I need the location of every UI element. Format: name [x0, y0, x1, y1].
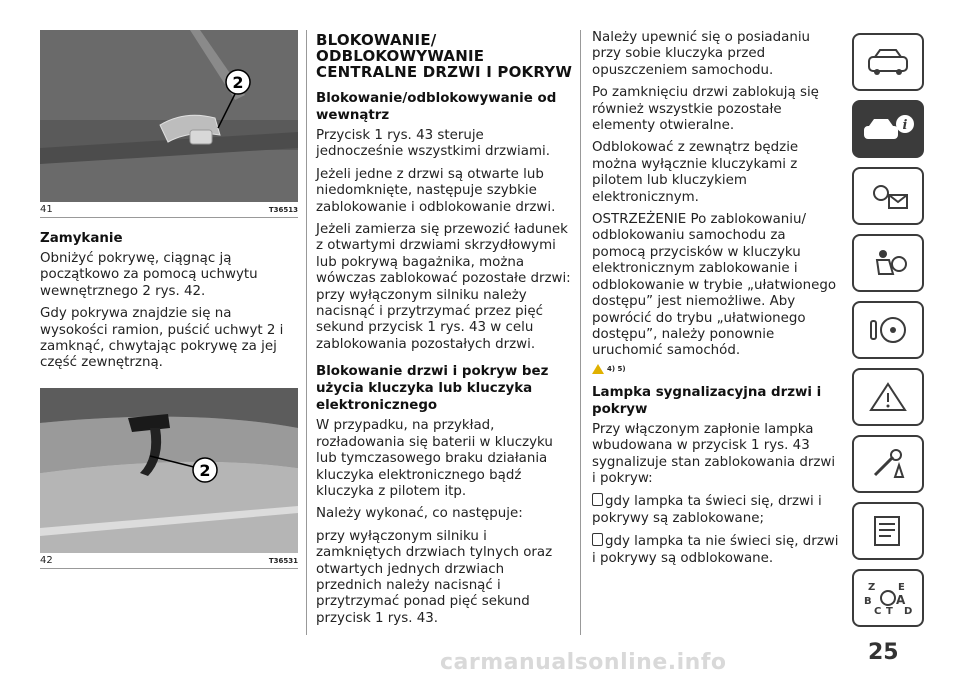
- car-dashboard-icon: [863, 45, 913, 79]
- paragraph: Obniżyć pokrywę, ciągnąc ją początkowo za pomocą uchwytu wewnętrznego 2 rys. 42.: [40, 251, 258, 299]
- tab-index[interactable]: [852, 569, 924, 627]
- paragraph: Gdy pokrywa znajdzie się na wysokości ramion, puścić uchwyt 2 i zamknąć, chwytając pokrywę za jej część zewnętrzną.: [40, 306, 284, 371]
- tab-warning-lights[interactable]: [852, 167, 924, 225]
- svg-text:E: E: [898, 582, 905, 593]
- tab-starting-driving[interactable]: [852, 301, 924, 359]
- paragraph: Należy wykonać, co następuje:: [316, 506, 523, 522]
- paragraph: przy wyłączonym silniku i zamkniętych drzwiach tylnych oraz otwartych jednych drzwiach przednich należy nacisnąć i przytrzymać ponad pięć sekund przycisk 1 rys. 43.: [316, 528, 553, 626]
- warning-triangle-icon: [592, 364, 604, 374]
- warning-paragraph: OSTRZEŻENIE Po zablokowaniu/ odblokowaniu samochodu za pomocą przycisków w kluczyku elektronicznym zablokowanie i odblokowanie w trybie „ułatwionego dostępu” jest niemożliwe. Aby powrócić do trybu „ułatwionego dostępu”, należy ponownie uruchomić samochód.: [592, 212, 837, 359]
- warning-reference: [592, 364, 840, 374]
- figure-number: 41: [40, 204, 53, 215]
- page-number: 25: [868, 640, 899, 665]
- paragraph: Przycisk 1 rys. 43 steruje jednocześnie wszystkimi drzwiami.: [316, 128, 550, 160]
- paragraph: Przy włączonym zapłonie lampka wbudowana w przycisk 1 rys. 43 sygnalizuje stan zablokowania drzwi i pokryw:: [592, 421, 836, 486]
- column-divider: [580, 30, 581, 635]
- checkbox-bullet-icon: [592, 493, 603, 506]
- emergency-icon: [863, 380, 913, 414]
- section-title: BLOKOWANIE/ ODBLOKOWYWANIE CENTRALNE DRZWI I POKRYW: [316, 31, 573, 81]
- paragraph: W przypadku, na przykład, rozładowania się baterii w kluczyku lub tymczasowego braku działania kluczyka elektronicznego bądź kluczyka z pilotem itp.: [316, 418, 553, 499]
- watermark: carmanualsonline.info: [440, 650, 727, 675]
- paragraph: Odblokować z zewnątrz będzie można wyłącznie kluczykami z pilotem lub kluczykiem elektronicznym.: [592, 140, 799, 205]
- bullet-item: [592, 533, 840, 567]
- car-info-icon: [860, 112, 916, 146]
- paragraph: Po zamknięciu drzwi zablokują się również wszystkie pozostałe elementy otwieralne.: [592, 85, 819, 134]
- heading-zamykanie: Zamykanie: [40, 231, 123, 246]
- svg-text:i: i: [902, 118, 908, 133]
- warning-lights-icon: [863, 179, 913, 213]
- callout-2: 2: [199, 460, 211, 480]
- chapter-tabs: [852, 33, 924, 636]
- figure-41-caption: [40, 204, 298, 218]
- index-icon: [860, 578, 916, 618]
- bullet-text: gdy lampka ta świeci się, drzwi i pokrywy są zablokowane;: [592, 494, 822, 526]
- bullet-text: gdy lampka ta nie świeci się, drzwi i pokrywy są odblokowane.: [592, 534, 839, 566]
- tab-emergency[interactable]: [852, 368, 924, 426]
- technical-data-icon: [863, 514, 913, 548]
- starting-driving-icon: [863, 313, 913, 347]
- figure-number: 42: [40, 554, 53, 566]
- tab-maintenance[interactable]: [852, 435, 924, 493]
- subheading: Blokowanie/odblokowywanie od wewnątrz: [316, 91, 557, 123]
- figure-ref: T36513: [268, 206, 298, 214]
- tab-car-info[interactable]: [852, 100, 924, 158]
- svg-text:Z: Z: [868, 582, 876, 593]
- checkbox-bullet-icon: [592, 533, 603, 546]
- column-divider: [306, 30, 307, 635]
- left-column: [40, 30, 298, 569]
- subheading: Lampka sygnalizacyjna drzwi i pokryw: [592, 384, 822, 417]
- figure-42-caption: [40, 555, 298, 569]
- middle-column: [316, 30, 574, 633]
- bullet-item: [592, 493, 840, 527]
- svg-text:T: T: [886, 606, 893, 617]
- callout-2: 2: [232, 73, 244, 92]
- paragraph: Należy upewnić się o posiadaniu przy sobie kluczyka przed opuszczeniem samochodu.: [592, 30, 811, 78]
- tailgate-inner-handle-illustration: [40, 388, 298, 553]
- svg-text:A: A: [896, 593, 906, 607]
- tailgate-handle-illustration: [40, 30, 298, 202]
- svg-text:B: B: [864, 596, 872, 607]
- paragraph: Jeżeli jedne z drzwi są otwarte lub niedomknięte, następuje szybkie zablokowanie i odblokowanie drzwi.: [316, 166, 556, 215]
- tab-safety[interactable]: [852, 234, 924, 292]
- paragraph: Jeżeli zamierza się przewozić ładunek z otwartymi drzwiami skrzydłowymi lub pokrywą bagażnika, można wówczas zablokować pozostałe drzwi: przy wyłączonym silniku należy nacisnąć i przytrzymać przez pięć sekund przycisk 1 rys. 43 w celu zablokowania pozostałych drzwi.: [316, 222, 571, 352]
- tab-dashboard[interactable]: [852, 33, 924, 91]
- figure-ref: T36531: [268, 556, 298, 565]
- tab-technical-data[interactable]: [852, 502, 924, 560]
- svg-text:C: C: [874, 606, 882, 617]
- maintenance-icon: [863, 447, 913, 481]
- subheading: Blokowanie drzwi i pokryw bez użycia kluczyka lub kluczyka elektronicznego: [316, 364, 549, 414]
- figure-41-image: [40, 30, 298, 202]
- figure-42-image: [40, 388, 298, 553]
- right-column: [592, 30, 840, 573]
- warning-ref-text: 4) 5): [607, 364, 626, 373]
- airbag-seat-icon: [863, 246, 913, 280]
- svg-text:D: D: [904, 606, 913, 617]
